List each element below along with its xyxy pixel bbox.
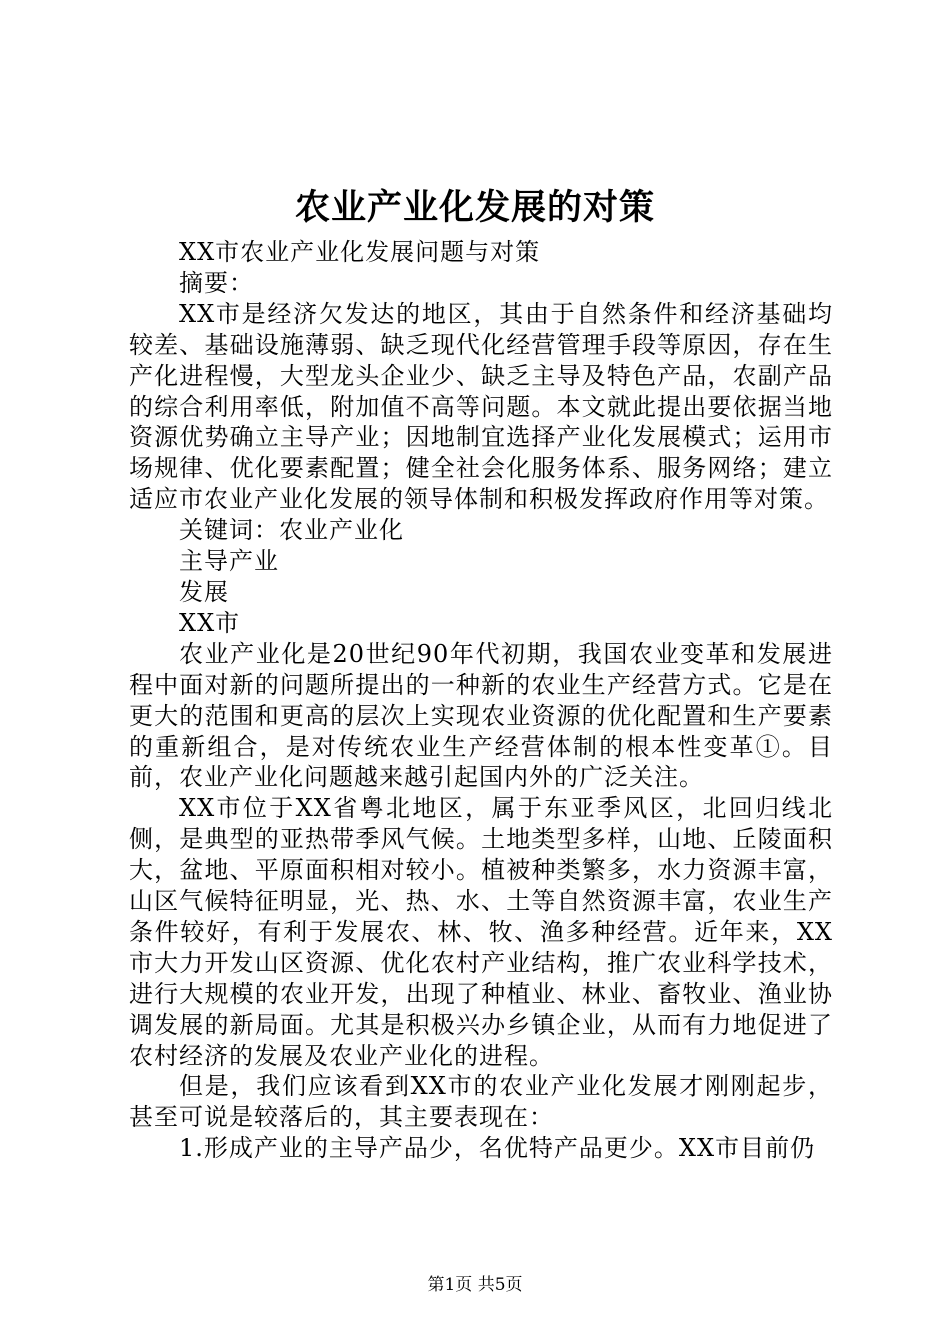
document-title: 农业产业化发展的对策: [294, 188, 655, 228]
page-footer: 第1页 共5页: [427, 1275, 523, 1295]
paragraph-keywords: 关键词：农业产业化: [179, 516, 404, 545]
document-body: [129, 237, 833, 1164]
paragraph-keyword-4: XX市: [179, 608, 241, 637]
paragraph-abstract-label: 摘要：: [179, 268, 254, 297]
paragraph-problems-intro: 但是，我们应该看到XX市的农业产业化发展才刚刚起步，甚至可说是较落后的，其主要表现在：: [129, 1072, 833, 1132]
paragraph-keyword-2: 主导产业: [179, 547, 279, 576]
paragraph-intro: 农业产业化是20世纪90年代初期，我国农业变革和发展进程中面对新的问题所提出的一种新的农业生产经营方式。它是在更大的范围和更高的层次上实现农业资源的优化配置和生产要素的重新组合，是对传统农业生产经营体制的根本性变革①。目前，农业产业化问题越来越引起国内外的广泛关注。: [129, 639, 833, 792]
paragraph-geography: XX市位于XX省粤北地区，属于东亚季风区，北回归线北侧，是典型的亚热带季风气候。土地类型多样，山地、丘陵面积大，盆地、平原面积相对较小。植被种类繁多，水力资源丰富，山区气候特征明显，光、热、水、土等自然资源丰富，农业生产条件较好，有利于发展农、林、牧、渔多种经营。近年来，XX市大力开发山区资源、优化农村产业结构，推广农业科学技术，进行大规模的农业开发，出现了种植业、林业、畜牧业、渔业协调发展的新局面。尤其是积极兴办乡镇企业，从而有力地促进了农村经济的发展及农业产业化的进程。: [129, 794, 833, 1070]
paragraph-keyword-3: 发展: [179, 577, 229, 606]
paragraph-problem-1: 1.形成产业的主导产品少，名优特产品更少。XX市目前仍: [179, 1134, 816, 1163]
paragraph-abstract: XX市是经济欠发达的地区，其由于自然条件和经济基础均较差、基础设施薄弱、缺乏现代化经营管理手段等原因，存在生产化进程慢，大型龙头企业少、缺乏主导及特色产品，农副产品的综合利用率低，附加值不高等问题。本文就此提出要依据当地资源优势确立主导产业；因地制宜选择产业化发展模式；运用市场规律、优化要素配置；健全社会化服务体系、服务网络；建立适应市农业产业化发展的领导体制和积极发挥政府作用等对策。: [129, 299, 833, 514]
paragraph-subtitle: XX市农业产业化发展问题与对策: [179, 238, 541, 266]
